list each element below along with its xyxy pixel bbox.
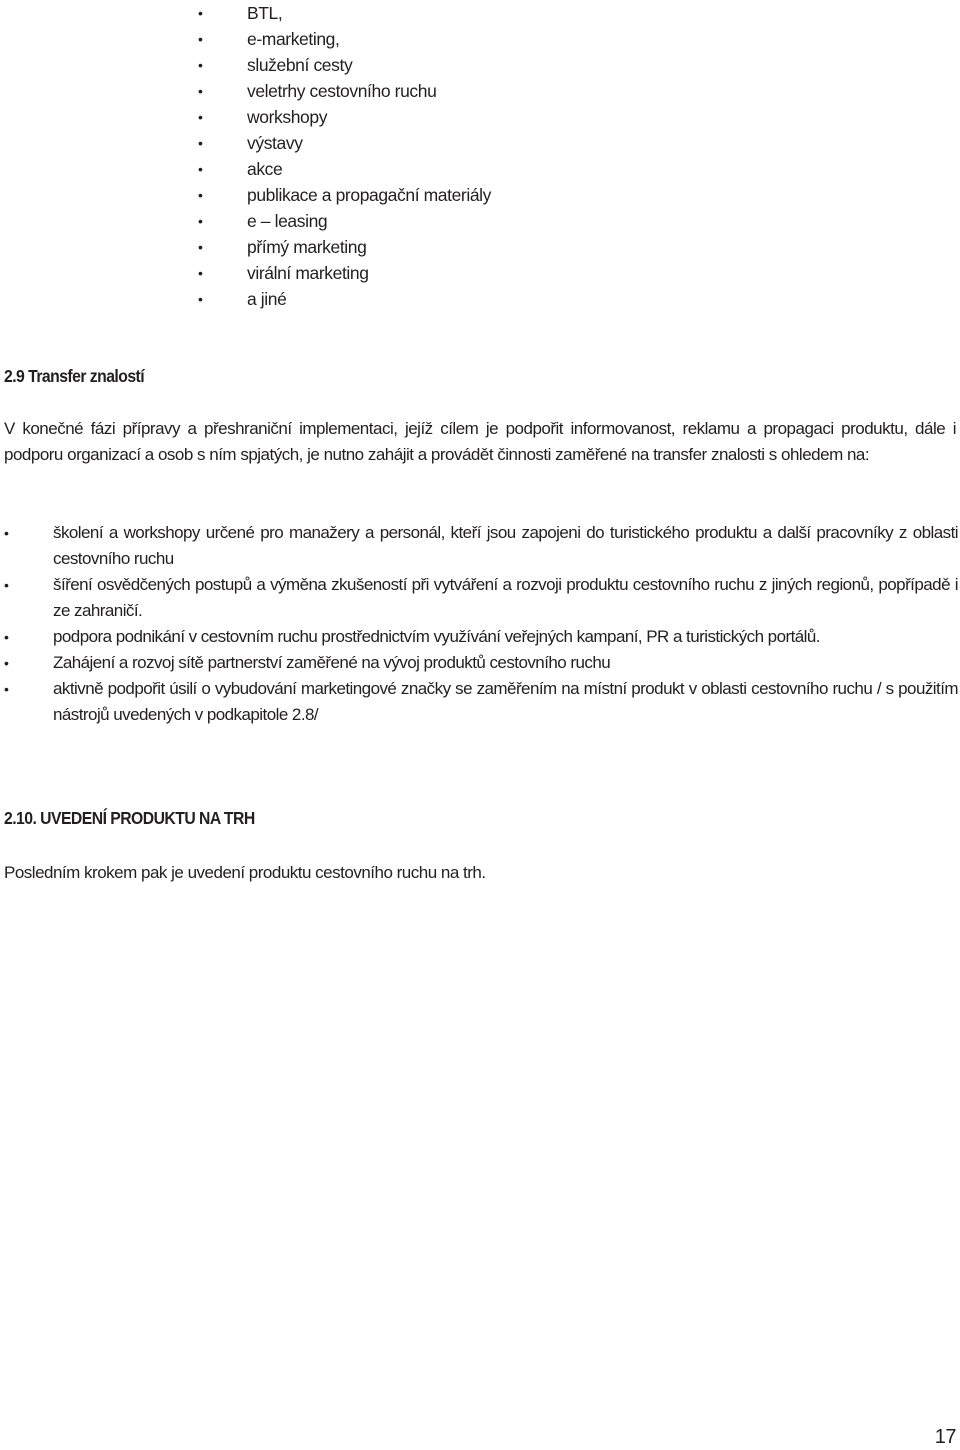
list-item-text: akce (247, 159, 283, 179)
list-item (0, 676, 958, 728)
bullet-icon: • (198, 109, 203, 125)
bullet-icon: • (4, 525, 9, 541)
list-item-text: aktivně podpořit úsilí o vybudování marketingové značky se zaměřením na místní produkt v oblasti cestovního ruchu / s použitím nástrojů uvedených v podkapitole 2.8/ (53, 679, 958, 724)
bullet-icon: • (4, 629, 9, 645)
list-item-text: e-marketing, (247, 29, 340, 49)
list-item (0, 572, 958, 624)
bullet-icon: • (198, 57, 203, 73)
list-item-text: e – leasing (247, 211, 328, 231)
section-heading-market-launch: 2.10. UVEDENÍ PRODUKTU NA TRH (4, 808, 255, 828)
list-item-text: podpora podnikání v cestovním ruchu prostřednictvím využívání veřejných kampaní, PR a turistických portálů. (53, 627, 820, 646)
section-paragraph-market-launch: Posledním krokem pak je uvedení produktu cestovního ruchu na trh. (4, 863, 486, 882)
list-item (0, 624, 958, 650)
list-item-text: služební cesty (247, 55, 353, 75)
page-number: 17 (934, 1426, 956, 1448)
section-heading-transfer: 2.9 Transfer znalostí (4, 366, 145, 386)
list-item-text: výstavy (247, 133, 303, 153)
list-item-text: a jiné (247, 289, 287, 309)
bullet-icon: • (198, 135, 203, 151)
bullet-icon: • (4, 655, 9, 671)
bullet-icon: • (4, 681, 9, 697)
bullet-icon: • (198, 31, 203, 47)
list-item-text: workshopy (247, 107, 328, 127)
bullet-icon: • (198, 83, 203, 99)
section-paragraph-transfer: V konečné fázi přípravy a přeshraniční implementaci, jejíž cílem je podpořit informovanost, reklamu a propagaci produktu, dále i podporu organizací a osob s ním spjatých, je nutno zahájit a provádět činnosti zaměřené na transfer znalosti s ohledem na: (4, 419, 956, 464)
bullet-icon: • (4, 577, 9, 593)
list-item (0, 650, 958, 676)
bullet-icon: • (198, 239, 203, 255)
list-item-text: školení a workshopy určené pro manažery a personál, kteří jsou zapojeni do turistického produktu a další pracovníky z oblasti cestovního ruchu (53, 523, 958, 568)
bullet-icon: • (198, 291, 203, 307)
list-item-text: šíření osvědčených postupů a výměna zkušeností při vytváření a rozvoji produktu cestovního ruchu z jiných regionů, popřípadě i ze zahraničí. (53, 575, 958, 620)
list-item (0, 520, 958, 572)
bullet-icon: • (198, 187, 203, 203)
list-item-text: přímý marketing (247, 237, 367, 257)
transfer-items-list (0, 520, 958, 728)
bullet-icon: • (198, 5, 203, 21)
bullet-icon: • (198, 213, 203, 229)
list-item-text: veletrhy cestovního ruchu (247, 81, 437, 101)
list-item-text: BTL, (247, 3, 283, 23)
list-item-text: Zahájení a rozvoj sítě partnerství zaměřené na vývoj produktů cestovního ruchu (53, 653, 611, 672)
list-item-text: virální marketing (247, 263, 369, 283)
bullet-icon: • (198, 161, 203, 177)
bullet-icon: • (198, 265, 203, 281)
list-item-text: publikace a propagační materiály (247, 185, 492, 205)
